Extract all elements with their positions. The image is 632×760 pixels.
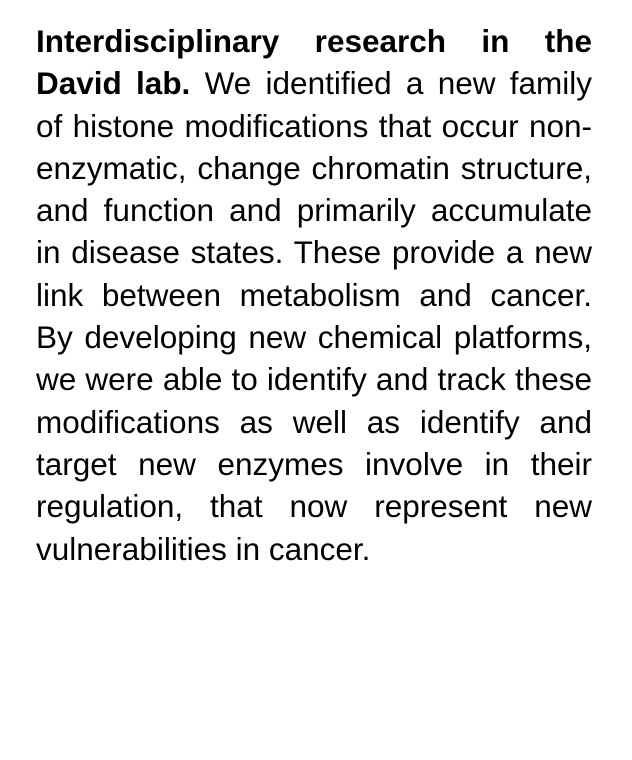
body-text: We identified a new family of histone modifications that occur non-enzymatic, change chromatin structure, and function and primarily accumulate in disease states. These provide a new link between metabolism and cancer. By developing new chemical platforms, we were able to identify and track these modifications as well as identify and target new enzymes involve in their regulation, that now represent new vulnerabilities in cancer. xyxy=(36,65,592,567)
paragraph xyxy=(36,20,592,570)
document xyxy=(36,20,592,570)
lead-heading: Interdisciplinary research in the David lab. xyxy=(36,23,592,102)
